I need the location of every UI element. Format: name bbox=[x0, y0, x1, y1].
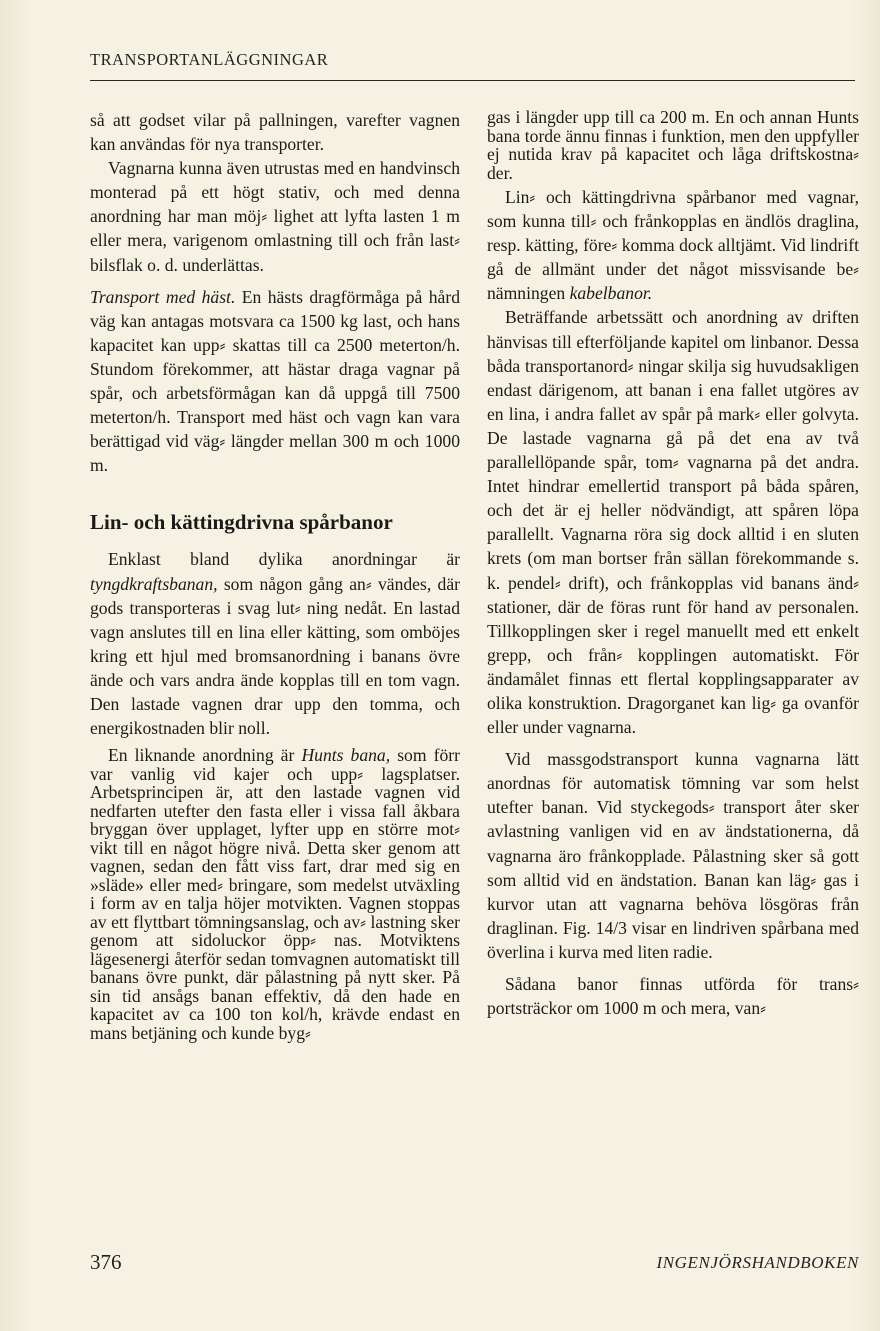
paragraph bbox=[90, 547, 460, 740]
book-title: INGENJÖRSHANDBOKEN bbox=[656, 1253, 859, 1272]
right-column bbox=[487, 108, 859, 1020]
section-heading: Lin- och kättingdrivna spårbanor bbox=[90, 510, 393, 535]
paragraph bbox=[487, 185, 859, 305]
paragraph-text: Enklast bland dylika anordningar är bbox=[108, 549, 460, 570]
left-column bbox=[90, 108, 460, 1042]
paragraph: Vid massgodstransport kunna vagnarna lätt anordnas för automatisk tömning var som helst utefter banan. Vid styckegods⸗ transport åter sker avlastning vanligen vid en av ändstationerna, då vagnarna äro frånkopplade. Pålastning sker så gott som alltid vid en ändstation. Banan kan läg⸗ gas i kurvor utan att vagnarna behöva lösgöras från draglinan. Fig. 14/3 visar en lindriven spårbana med överlina i kurva med liten radie. bbox=[487, 749, 859, 962]
emphasis-term: kabelbanor. bbox=[569, 283, 653, 304]
paragraph-text: Lin⸗ och kättingdrivna spårbanor med vagnar, som kunna till⸗ och frånkopplas en ändlös draglina, resp. kätting, före⸗ komma dock alltjämt. Vid lindrift gå de allmänt under det något missvisande be⸗ nämningen bbox=[487, 187, 859, 304]
paragraph-text: som någon gång an⸗ vändes, där gods transporteras i svag lut⸗ ning nedåt. En lastad vagn anslutes till en lina eller kätting, som omböjes kring ett hjul med bromsanordning i banans övre ände och vars andra ände kopplas till en tom vagn. Den lastade vagnen drar upp den tomma, och energikostnaden blir noll. bbox=[90, 573, 460, 739]
running-header: TRANSPORTANLÄGGNINGAR bbox=[90, 50, 329, 69]
paragraph: gas i längder upp till ca 200 m. En och annan Hunts bana torde ännu finnas i funktion, men den uppfyller ej nutida krav på kapacitet och låga driftskostna⸗ der. bbox=[487, 107, 859, 183]
run-in-heading: Transport med häst. bbox=[90, 286, 236, 307]
paragraph: Beträffande arbetssätt och anordning av driften hänvisas till efterföljande kapitel om linbanor. Dessa båda transportanord⸗ ningar skilja sig huvudsakligen endast därigenom, att banan i ena fallet utgöres av en lina, i andra fallet av spår på mark⸗ eller golvyta. De lastade vagnarna gå på det ena av två parallellöpande spår, tom⸗ vagnarna på det andra. Intet hindrar emellertid transport på båda spåren, och det är ej heller nödvändigt, att spåren löpa parallellt. Vagnarna röra sig dock alltid i en sluten krets (om man bortser från sällan förekommande s. k. pendel⸗ drift), och frånkopplas vid banans änd⸗ stationer, där de föras runt för hand av personalen. Tillkopplingen sker i regel manuellt med ett enkelt grepp, och från⸗ kopplingen automatiskt. För ändamålet finnas ett flertal kopplingsapparater av olika konstruktion. Dragorganet kan lig⸗ ga ovanför eller under vagnarna. bbox=[487, 307, 859, 738]
paragraph: Sådana banor finnas utförda för trans⸗ portsträckor om 1000 m och mera, van⸗ bbox=[487, 974, 859, 1019]
header-rule bbox=[90, 80, 855, 81]
paragraph bbox=[90, 746, 460, 1042]
emphasis-term: Hunts bana, bbox=[301, 745, 391, 766]
paragraph: så att godset vilar på pallningen, varefter vagnen kan användas för nya transporter. bbox=[90, 110, 460, 155]
paragraph-text: En liknande anordning är bbox=[108, 745, 302, 766]
paragraph: Vagnarna kunna även utrustas med en handvinsch monterad på ett högt stativ, och med denna anordning har man möj⸗ lighet att lyfta lasten 1 m eller mera, varigenom omlastning till och från last⸗ bilsflak o. d. underlättas. bbox=[90, 158, 460, 275]
paragraph bbox=[90, 285, 460, 478]
paragraph-text: En hästs dragförmåga på hård väg kan antagas motsvara ca 1500 kg last, och hans kapacitet kan upp⸗ skattas till ca 2500 meterton/h. Stundom förekommer, att hästar draga vagnar på spår, och arbetsförmågan kan då uppgå till 7500 meterton/h. Transport med häst och vagn kan vara berättigad vid väg⸗ längder mellan 300 m och 1000 m. bbox=[90, 286, 461, 476]
emphasis-term: tyngdkraftsbanan, bbox=[90, 573, 218, 594]
page-number: 376 bbox=[90, 1250, 122, 1274]
paragraph-text: som förr var vanlig vid kajer och upp⸗ lagsplatser. Arbetsprincipen är, att den lastade vagnen vid nedfarten utefter den fasta eller i vissa fall åkbara bryggan över upplaget, lyfter upp en större mot⸗ vikt till en något högre nivå. Detta sker genom att vagnen, sedan den fått viss fart, drar med sig en »släde» eller med⸗ bringare, som medelst utväxling i form av en talja höjer motvikten. Vagnen stoppas av ett flyttbart tömningsanslag, och av⸗ lastning sker genom att sidoluckor öpp⸗ nas. Motviktens lägesenergi återför sedan tomvagnen automatiskt till banans övre punkt, där pålastning på nytt sker. På sin tid ansågs banan effektiv, då den hade en kapacitet av ca 100 ton kol/h, krävde endast en mans betjäning och kunde byg⸗ bbox=[90, 745, 460, 1043]
